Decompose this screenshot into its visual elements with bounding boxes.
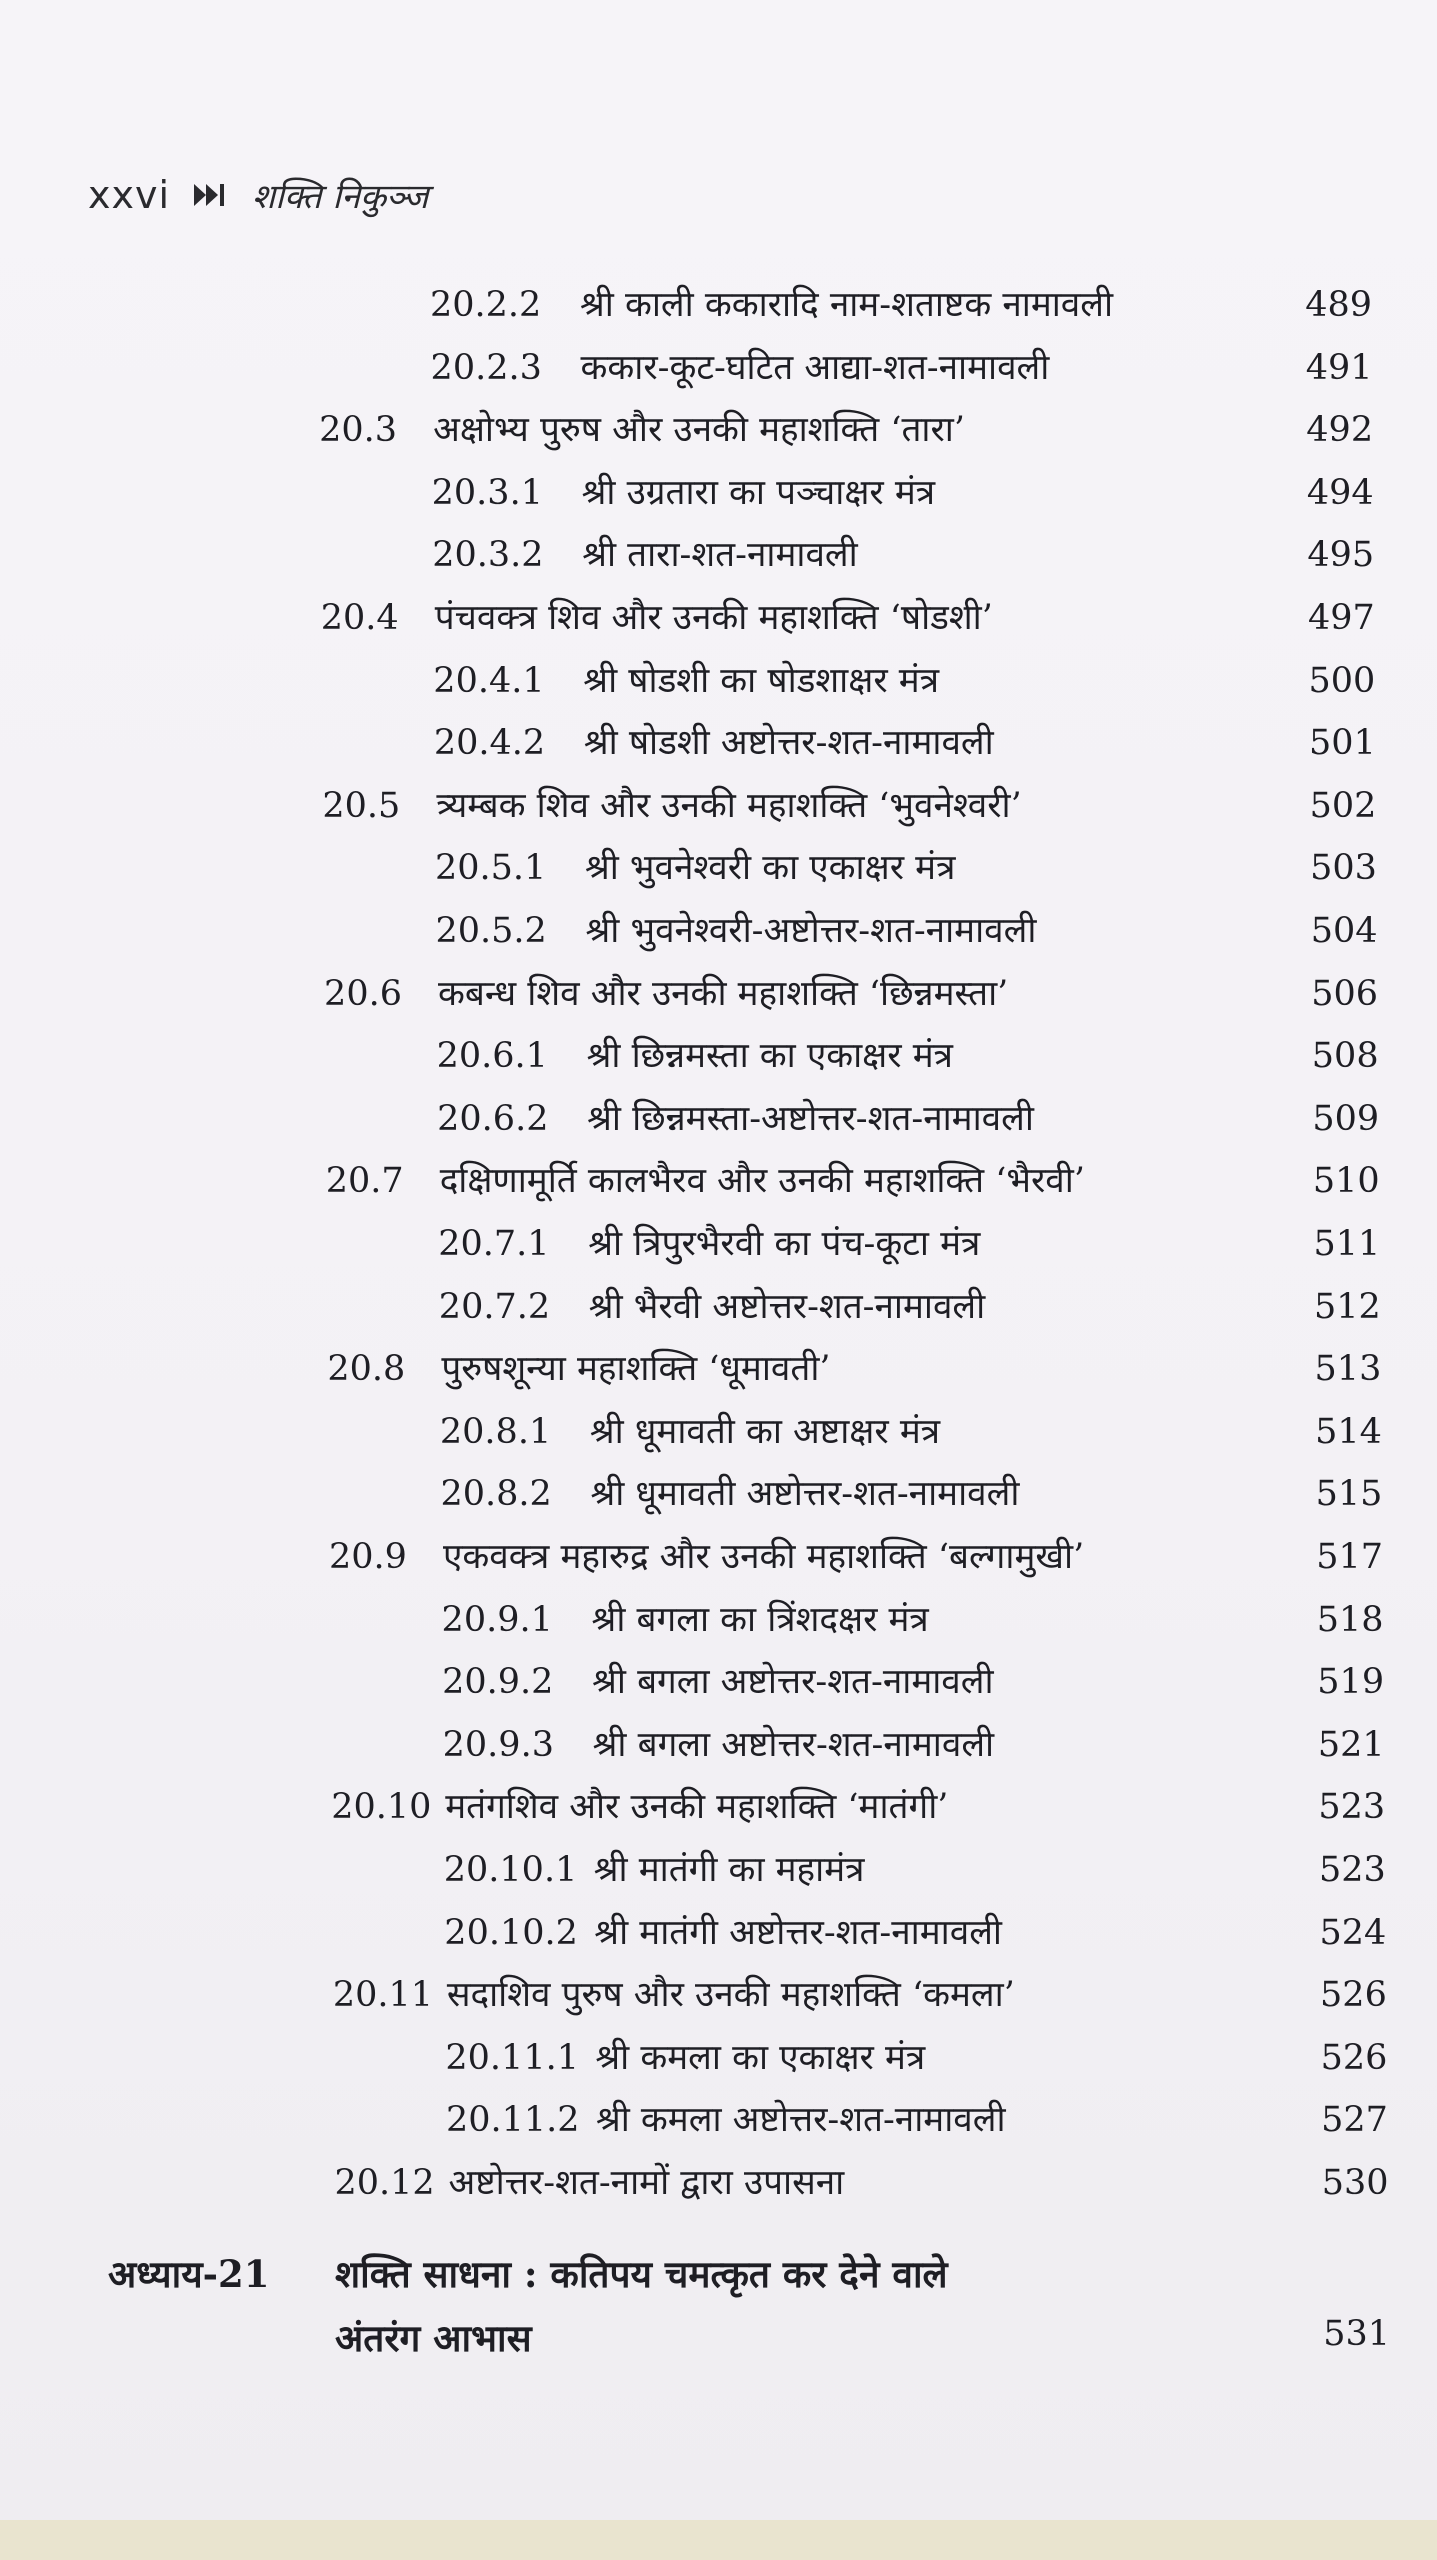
toc-entry-title: श्री बगला का त्रिंशदक्षर मंत्र <box>591 1599 929 1640</box>
toc-entry-page: 523 <box>1318 1850 1386 1890</box>
toc-entry <box>0 1025 1437 1087</box>
chapter-page-number: 531 <box>1323 2314 1390 2354</box>
toc-entry-number: 20.5 <box>322 785 401 826</box>
toc-entry-title: श्री तारा-शत-नामावली <box>582 535 858 576</box>
toc-entry-title: श्री त्रिपुरभैरवी का पंच-कूटा मंत्र <box>588 1224 981 1264</box>
toc-entry <box>0 1338 1437 1400</box>
toc-entry-title: कबन्ध शिव और उनकी महाशक्ति ‘छिन्नमस्ता’ <box>438 973 1009 1014</box>
running-title: शक्ति निकुञ्ज <box>252 177 429 217</box>
chapter-title-line-1: शक्ति साधना : कतिपय चमत्कृत कर देने वाले <box>335 2252 948 2296</box>
toc-entry <box>0 1401 1437 1463</box>
toc-entry-title: श्री षोडशी अष्टोत्तर-शत-नामावली <box>583 723 994 764</box>
toc-entry-number: 20.12 <box>334 2163 435 2203</box>
toc-entry-number: 20.4.2 <box>433 723 546 764</box>
toc-entry-page: 503 <box>1310 848 1377 889</box>
toc-entry-title: श्री छिन्नमस्ता का एकाक्षर मंत्र <box>586 1036 953 1077</box>
toc-entry-page: 504 <box>1310 911 1378 951</box>
fast-forward-icon <box>192 180 230 210</box>
chapter-label: अध्याय-21 <box>108 2252 270 2296</box>
toc-entry <box>0 1651 1437 1713</box>
toc-entry <box>0 1902 1437 1964</box>
toc-entry-title: श्री धूमावती का अष्टाक्षर मंत्र <box>589 1411 941 1452</box>
toc-entry-title: श्री उग्रतारा का पञ्चाक्षर मंत्र <box>581 472 936 513</box>
toc-entry-page: 500 <box>1308 660 1376 701</box>
toc-entry-title: श्री षोडशी का षोडशाक्षर मंत्र <box>583 660 940 701</box>
toc-entry-title: पुरुषशून्या महाशक्ति ‘धूमावती’ <box>441 1349 831 1390</box>
toc-entry-page: 515 <box>1315 1474 1383 1515</box>
toc-entry-title: श्री बगला अष्टोत्तर-शत-नामावली <box>592 1662 994 1703</box>
toc-entry-number: 20.4.1 <box>433 660 545 701</box>
toc-entry-number: 20.9.1 <box>441 1599 553 1640</box>
toc-entry-page: 511 <box>1313 1224 1381 1264</box>
toc-entry <box>0 2089 1437 2151</box>
toc-entry-title: श्री छिन्नमस्ता-अष्टोत्तर-शत-नामावली <box>587 1098 1034 1139</box>
toc-entry-page: 492 <box>1306 410 1374 451</box>
toc-entry <box>0 1964 1437 2026</box>
toc-entry <box>0 837 1437 899</box>
toc-entry <box>0 1150 1437 1212</box>
toc-entry-title: अष्टोत्तर-शत-नामों द्वारा उपासना <box>448 2163 845 2203</box>
page-number: xxvi <box>88 173 171 217</box>
toc-entry-title: श्री भुवनेश्वरी का एकाक्षर मंत्र <box>584 848 956 889</box>
toc-entry <box>0 712 1437 774</box>
toc-entry-title: ककार-कूट-घटित आद्या-शत-नामावली <box>580 347 1050 388</box>
toc-entry-number: 20.3.2 <box>432 535 544 576</box>
toc-entry-page: 513 <box>1314 1349 1382 1390</box>
toc-entry-page: 517 <box>1316 1537 1383 1577</box>
toc-entry-page: 514 <box>1315 1411 1382 1452</box>
toc-entry <box>0 462 1437 524</box>
toc-entry-page: 521 <box>1317 1724 1385 1765</box>
toc-entry-title: श्री भैरवी अष्टोत्तर-शत-नामावली <box>588 1286 986 1327</box>
toc-entry-title: श्री कमला अष्टोत्तर-शत-नामावली <box>595 2100 1006 2141</box>
toc-entry-page: 530 <box>1321 2163 1389 2203</box>
toc-entry-title: श्री कमला का एकाक्षर मंत्र <box>595 2037 926 2078</box>
toc-entry <box>0 337 1437 399</box>
toc-entry-number: 20.6 <box>324 973 402 1014</box>
toc-entry <box>0 2027 1437 2089</box>
toc-entry-number: 20.6.1 <box>436 1036 548 1077</box>
toc-entry-number: 20.11.2 <box>445 2100 580 2141</box>
toc-entry-number: 20.3.1 <box>431 472 543 513</box>
toc-entry-page: 527 <box>1321 2100 1388 2141</box>
toc-entry-number: 20.8.1 <box>439 1411 552 1452</box>
toc-entry-number: 20.6.2 <box>437 1098 549 1139</box>
toc-entry-page: 502 <box>1309 785 1377 826</box>
toc-entry-number: 20.9.3 <box>442 1724 554 1765</box>
toc-entry-number: 20.11 <box>332 1975 434 2016</box>
toc-entry <box>0 1088 1437 1150</box>
toc-entry-number: 20.5.2 <box>435 911 547 951</box>
toc-entry-title: श्री मातंगी अष्टोत्तर-शत-नामावली <box>594 1912 1002 1953</box>
toc-entry <box>0 1839 1437 1901</box>
toc-entry-number: 20.2.2 <box>430 285 542 325</box>
toc-entry <box>0 963 1437 1025</box>
toc-entry-page: 519 <box>1317 1662 1385 1703</box>
toc-entry-page: 497 <box>1307 598 1375 638</box>
toc-entry-page: 526 <box>1320 2037 1388 2078</box>
toc-entry-page: 512 <box>1313 1286 1381 1327</box>
toc-entry-page: 524 <box>1319 1912 1387 1953</box>
toc-entry <box>0 1526 1437 1588</box>
toc-entry-title: मतंगशिव और उनकी महाशक्ति ‘मातंगी’ <box>445 1787 949 1828</box>
toc-entry-number: 20.2.3 <box>430 347 542 388</box>
toc-entry-title: श्री काली ककारादि नाम-शताष्टक नामावली <box>580 285 1114 325</box>
toc-entry-title: त्र्यम्बक शिव और उनकी महाशक्ति ‘भुवनेश्वरी’ <box>436 785 1022 826</box>
toc-entry <box>0 399 1437 461</box>
toc-entry-number: 20.5.1 <box>434 848 547 889</box>
toc-entry-number: 20.8 <box>327 1349 406 1390</box>
toc-entry-title: श्री भुवनेश्वरी-अष्टोत्तर-शत-नामावली <box>585 911 1037 951</box>
toc-entry-number: 20.3 <box>319 410 398 451</box>
toc-entry <box>0 587 1437 649</box>
toc-entry <box>0 775 1437 837</box>
chapter-title-line-2: अंतरंग आभास <box>335 2316 532 2360</box>
toc-entry-title: श्री धूमावती अष्टोत्तर-शत-नामावली <box>590 1474 1020 1515</box>
toc-entry-number: 20.7.1 <box>438 1224 550 1264</box>
toc-entry-number: 20.10.2 <box>444 1912 578 1953</box>
toc-entry-page: 494 <box>1306 472 1374 513</box>
toc-entry-title: अक्षोभ्य पुरुष और उनकी महाशक्ति ‘तारा’ <box>433 410 965 451</box>
toc-entry-page: 501 <box>1309 723 1376 764</box>
toc-entry-number: 20.11.1 <box>445 2037 579 2078</box>
toc-entry-number: 20.9 <box>329 1537 407 1577</box>
toc-entry <box>0 1776 1437 1838</box>
toc-entry <box>0 1213 1437 1275</box>
toc-entry-title: श्री मातंगी का महामंत्र <box>593 1850 865 1890</box>
toc-entry-page: 523 <box>1318 1787 1386 1828</box>
toc-entry-page: 508 <box>1311 1036 1379 1077</box>
toc-entry-page: 510 <box>1312 1161 1380 1202</box>
toc-entry-page: 526 <box>1320 1975 1387 2016</box>
toc-entry-title: श्री बगला अष्टोत्तर-शत-नामावली <box>592 1724 995 1765</box>
chapter-title <box>335 2242 1135 2370</box>
toc-entry-number: 20.7.2 <box>438 1286 551 1327</box>
toc-entry <box>0 274 1437 336</box>
toc-entry-number: 20.10 <box>331 1787 432 1828</box>
toc-entry-title: एकवक्त्र महारुद्र और उनकी महाशक्ति ‘बल्गामुखी’ <box>443 1537 1085 1577</box>
page-header <box>88 172 428 218</box>
toc-entry-title: दक्षिणामूर्ति कालभैरव और उनकी महाशक्ति ‘भैरवी’ <box>439 1161 1085 1202</box>
toc-entry <box>0 524 1437 586</box>
toc-entry <box>0 900 1437 962</box>
toc-entry <box>0 2152 1437 2214</box>
toc-entry-number: 20.4 <box>320 598 399 638</box>
toc-entry-page: 518 <box>1316 1599 1384 1640</box>
toc-entry-page: 506 <box>1311 973 1379 1014</box>
toc-entry-number: 20.10.1 <box>443 1850 578 1890</box>
toc-entry <box>0 1714 1437 1776</box>
toc-entry-number: 20.8.2 <box>440 1474 552 1515</box>
toc-entry <box>0 650 1437 712</box>
toc-entry <box>0 1276 1437 1338</box>
toc-entry-page: 495 <box>1307 535 1375 576</box>
toc-entry-page: 491 <box>1305 347 1373 388</box>
toc-entry <box>0 1463 1437 1525</box>
toc-entry-page: 489 <box>1305 285 1372 325</box>
toc-entry <box>0 1589 1437 1651</box>
toc-entry-page: 509 <box>1312 1098 1380 1139</box>
toc-entry-title: सदाशिव पुरुष और उनकी महाशक्ति ‘कमला’ <box>446 1975 1015 2016</box>
toc-entry-title: पंचवक्त्र शिव और उनकी महाशक्ति ‘षोडशी’ <box>434 598 993 638</box>
toc-entry-number: 20.9.2 <box>442 1662 554 1703</box>
scan-bottom-edge <box>0 2520 1437 2560</box>
toc-entry-number: 20.7 <box>325 1161 404 1202</box>
